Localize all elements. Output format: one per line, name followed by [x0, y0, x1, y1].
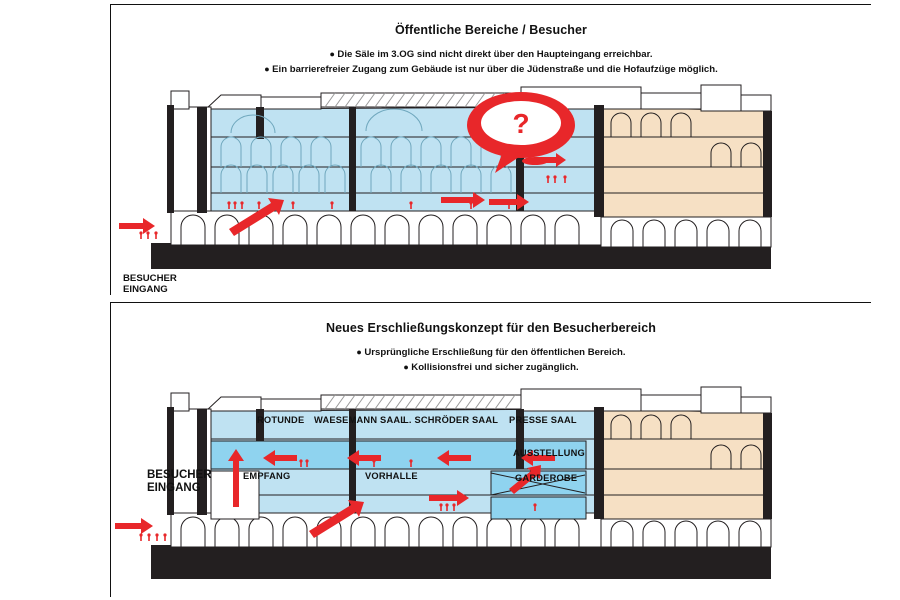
room-label-schroeder-saal: L. SCHRÖDER SAAL: [403, 415, 499, 425]
section-drawing-bottom: [111, 303, 871, 597]
room-label-vorhalle: VORHALLE: [365, 471, 418, 481]
section-drawing-top: [111, 5, 871, 295]
room-label-garderobe: GARDEROBE: [515, 473, 578, 483]
entry-label-bottom: [147, 469, 212, 495]
panel-top-title: Öffentliche Bereiche / Besucher: [394, 23, 588, 37]
svg-text:?: ?: [512, 108, 530, 139]
bullet-item: ● Ein barrierefreier Zugang zum Gebäude ist nur über die Jüdenstraße und die Hofaufzüge möglich.: [264, 64, 718, 75]
entry-label-line2: EINGANG: [147, 482, 201, 494]
entry-label-line1: BESUCHER: [147, 469, 212, 481]
room-label-empfang: EMPFANG: [243, 471, 291, 481]
panel-public-areas: [110, 4, 871, 295]
panel-bottom-title: Neues Erschließungskonzept für den Besucherbereich: [325, 321, 657, 335]
room-label-waesemann-saal: WAESEMANN SAAL: [314, 415, 407, 425]
room-label-rotunde: ROTUNDE: [257, 415, 305, 425]
entry-label-top: [123, 273, 177, 295]
entry-label-line2: EINGANG: [123, 284, 168, 295]
bullet-item: ● Die Säle im 3.OG sind nicht direkt über den Haupteingang erreichbar.: [329, 49, 653, 60]
room-label-presse-saal: PRESSE SAAL: [509, 415, 577, 425]
panel-new-concept: [110, 302, 871, 597]
bullet-item: ● Kollisionsfrei und sicher zugänglich.: [403, 362, 579, 373]
room-label-ausstellung: AUSSTELLUNG: [513, 448, 585, 458]
bullet-item: ● Ursprüngliche Erschließung für den öffentlichen Bereich.: [356, 347, 626, 358]
entry-label-line1: BESUCHER: [123, 273, 177, 284]
